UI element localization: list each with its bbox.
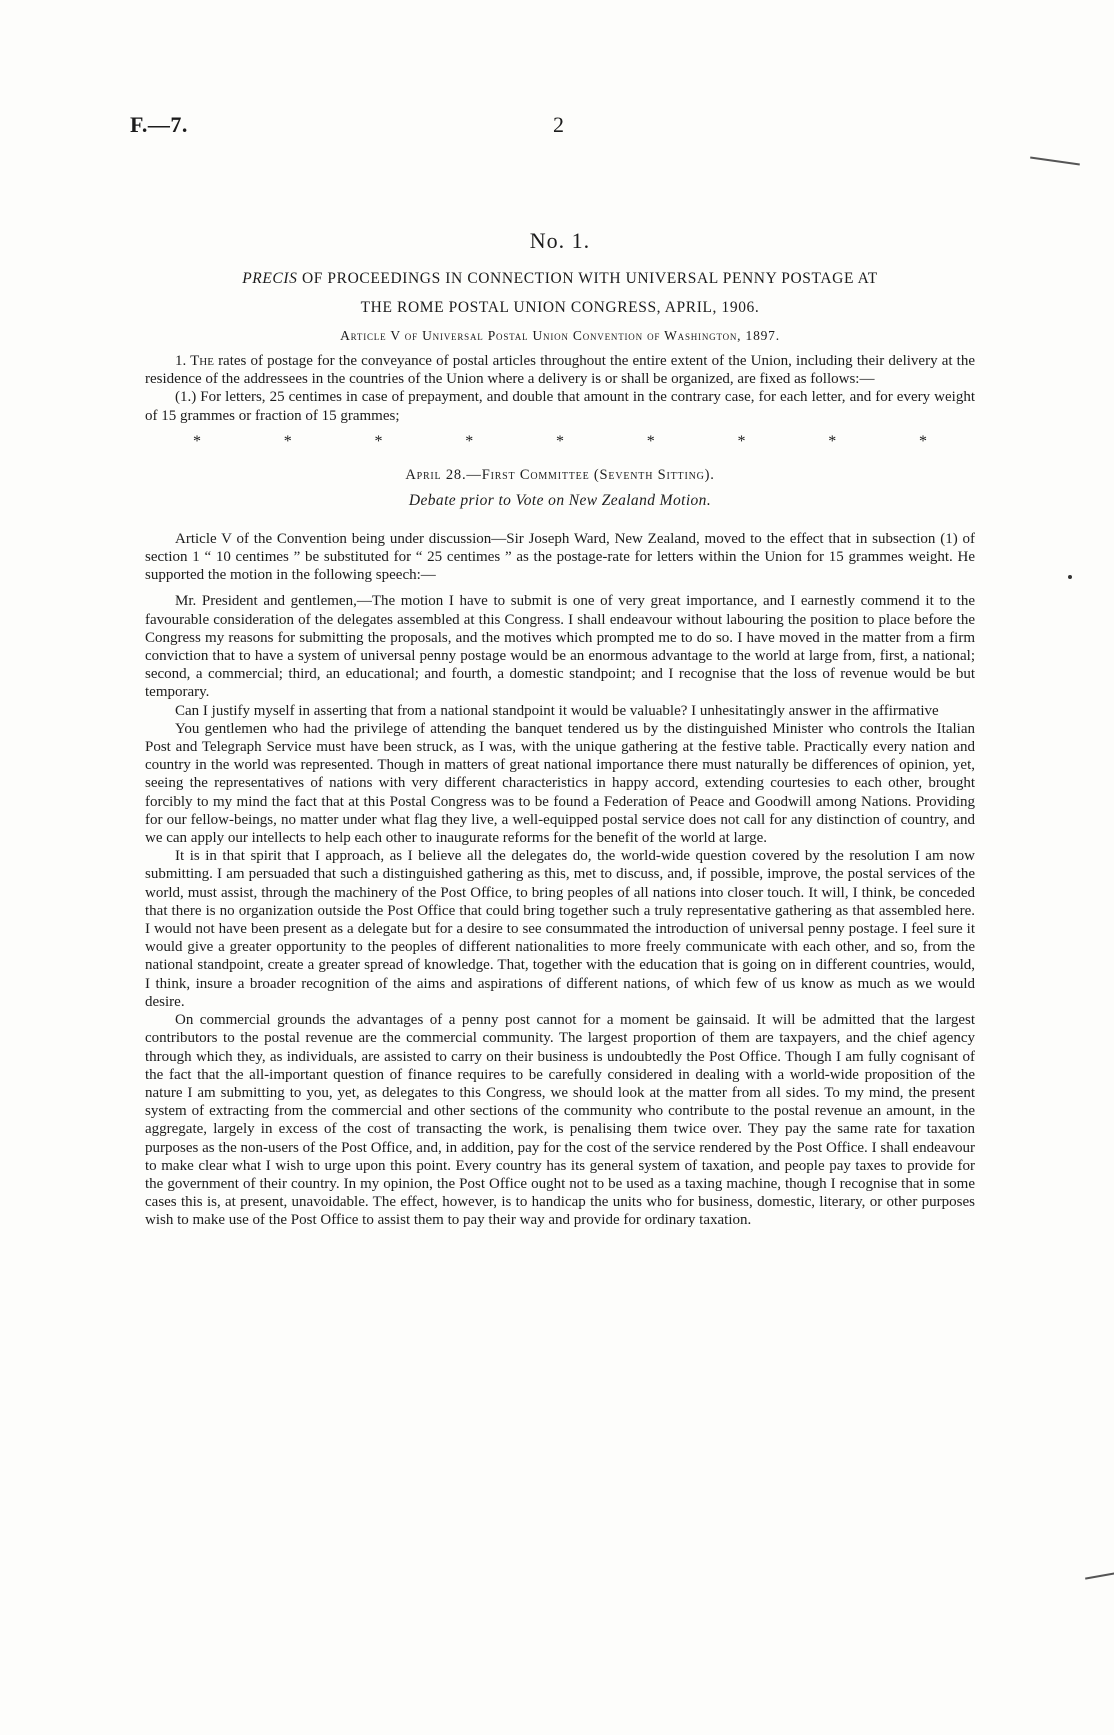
margin-scan-dot [1068, 575, 1072, 579]
document-body [145, 228, 975, 1230]
star: * [465, 432, 474, 450]
star: * [283, 432, 292, 450]
body-paragraph: On commercial grounds the advantages of a penny post cannot for a moment be gainsaid. It will be admitted that the largest contributors to the postal revenue are the commercial community. The largest proportion of them are taxpayers, and the chief agency through which they, as individuals, are assisted to carry on their business is undoubtedly the Post Office. Though I am fully cognisant of the fact that the all-important question of finance requires to be carefully considered in dealing with a world-wide proposition of the nature I am submitting to you, yet, as delegates to this Congress, we should look at the matter from all sides. To my mind, the present system of extracting from the commercial and other sections of the community who contribute to the postal revenue an amount, in the aggregate, largely in excess of the cost of transacting the work, is penalising them twice over. They pay the same rate for taxation purposes as the non-users of the Post Office, and, in addition, pay for the cost of the service rendered by the Post Office. I shall endeavour to make clear what I wish to urge upon this point. Every country has its general system of taxation, and people pay taxes to provide for the government of their country. In my opinion, the Post Office ought not to be used as a taxing machine, though I recognise that in some cases this is, at present, unavoidable. The effect, however, is to handicap the units who for business, domestic, literary, or other purposes wish to make use of the Post Office to assist them to pay their way and provide for ordinary taxation. [145, 1012, 975, 1229]
article-paragraph-2: (1.) For letters, 25 centimes in case of prepayment, and double that amount in the contrary case, for each letter, and for every weight of 15 grammes or fraction of 15 grammes; [145, 389, 975, 424]
document-title [145, 264, 975, 322]
body-paragraph: Mr. President and gentlemen,—The motion I have to submit is one of very great importance, and I earnestly commend it to the favourable consideration of the delegates assembled at this Congress. I shall endeavour without labouring the position to place before the Congress my reasons for submitting the proposals, and the motives which prompted me to do so. I have moved in the matter from a firm conviction that to have a system of universal penny postage would be an enormous advantage to the world at large from, first, a national; second, a commercial; third, an educational; and fourth, a domestic standpoint; and I recognise that the loss of revenue would be but temporary. [145, 593, 975, 701]
body-paragraph: Can I justify myself in asserting that from a national standpoint it would be valuable? I unhesitatingly answer in the affirmative [175, 702, 939, 719]
title-italic-word: PRECIS [242, 270, 298, 287]
star: * [193, 432, 201, 450]
document-number: No. 1. [529, 228, 591, 253]
body-paragraph: You gentlemen who had the privilege of attending the banquet tendered us by the distinguished Minister who controls the Italian Post and Telegraph Service must have been struck, as I was, with the unique gathering at the festive table. Practically every nation and country in the world was represented. Though in matters of great national importance there must naturally be differences of opinion, yet, seeing the representatives of nations with very different characteristics in happy accord, extending courtesies to each other, brought forcibly to my mind the fact that at this Postal Congress was to be found a Federation of Peace and Goodwill among Nations. Providing for our fellow-beings, no matter under what flag they live, a well-equipped postal service does not call for any distinction of country, and we can apply our intellects to help each other to inaugurate reforms for the benefit of the world at large. [145, 720, 975, 847]
body-paragraph: Article V of the Convention being under discussion—Sir Joseph Ward, New Zealand, moved to the effect that in subsection (1) of section 1 “ 10 centimes ” be substituted for “ 25 centimes ” as the postage-rate for letters within the Union for 15 grammes weight. He supported the motion in the following speech:— [145, 530, 975, 584]
star: * [919, 432, 927, 450]
title-line-1 [145, 264, 975, 293]
star: * [737, 432, 746, 450]
title-line-2: THE ROME POSTAL UNION CONGRESS, APRIL, 1906. [360, 299, 760, 316]
title-line-1-rest: OF PROCEEDINGS IN CONNECTION WITH UNIVERSAL PENNY POSTAGE AT [297, 270, 878, 287]
star: * [646, 432, 655, 450]
margin-scan-mark [1085, 1572, 1114, 1579]
article-paragraph-1 [145, 352, 975, 388]
page-number: 2 [553, 112, 564, 137]
article-lead: 1. The [175, 353, 214, 369]
star: * [828, 432, 837, 450]
article-paragraph-1-text: rates of postage for the conveyance of postal articles throughout the entire extent of the Union, including their delivery at the residence of the addressees in the countries of the Union where a delivery is or shall be organized, are fixed as follows:— [145, 353, 975, 388]
header-reference: F.—7. [130, 112, 188, 137]
star: * [556, 432, 564, 450]
article-heading: Article V of Universal Postal Union Convention of Washington, 1897. [340, 328, 780, 343]
body-paragraph: It is in that spirit that I approach, as I believe all the delegates do, the world-wide question covered by the resolution I am now submitting. I am persuaded that such a distinguished gathering as this, met to discuss, and, if possible, improve, the postal services of the world, must assist, through the machinery of the Post Office, to bring peoples of all nations into closer touch. It will, I think, be conceded that there is no organization outside the Post Office that could bring together such a truly representative gathering as that assembled here. I would not have been present as a delegate but for a desire to see consummated the introduction of universal penny postage. I feel sure it would give a greater opportunity to the peoples of different nationalities to more freely communicate with each other, and so, from the national standpoint, create a greater spread of knowledge. That, together with the education that is going on in different countries, would, I think, insure a broader recognition of the aims and aspirations of different nations, of which few of us know as much as we would desire. [145, 848, 975, 1010]
section-break-stars [145, 429, 975, 455]
sitting-heading: April 28.—First Committee (Seventh Sitting). [405, 466, 715, 483]
star: * [374, 432, 383, 450]
margin-scan-mark [1030, 157, 1080, 166]
debate-subheading: Debate prior to Vote on New Zealand Motion. [408, 491, 712, 509]
